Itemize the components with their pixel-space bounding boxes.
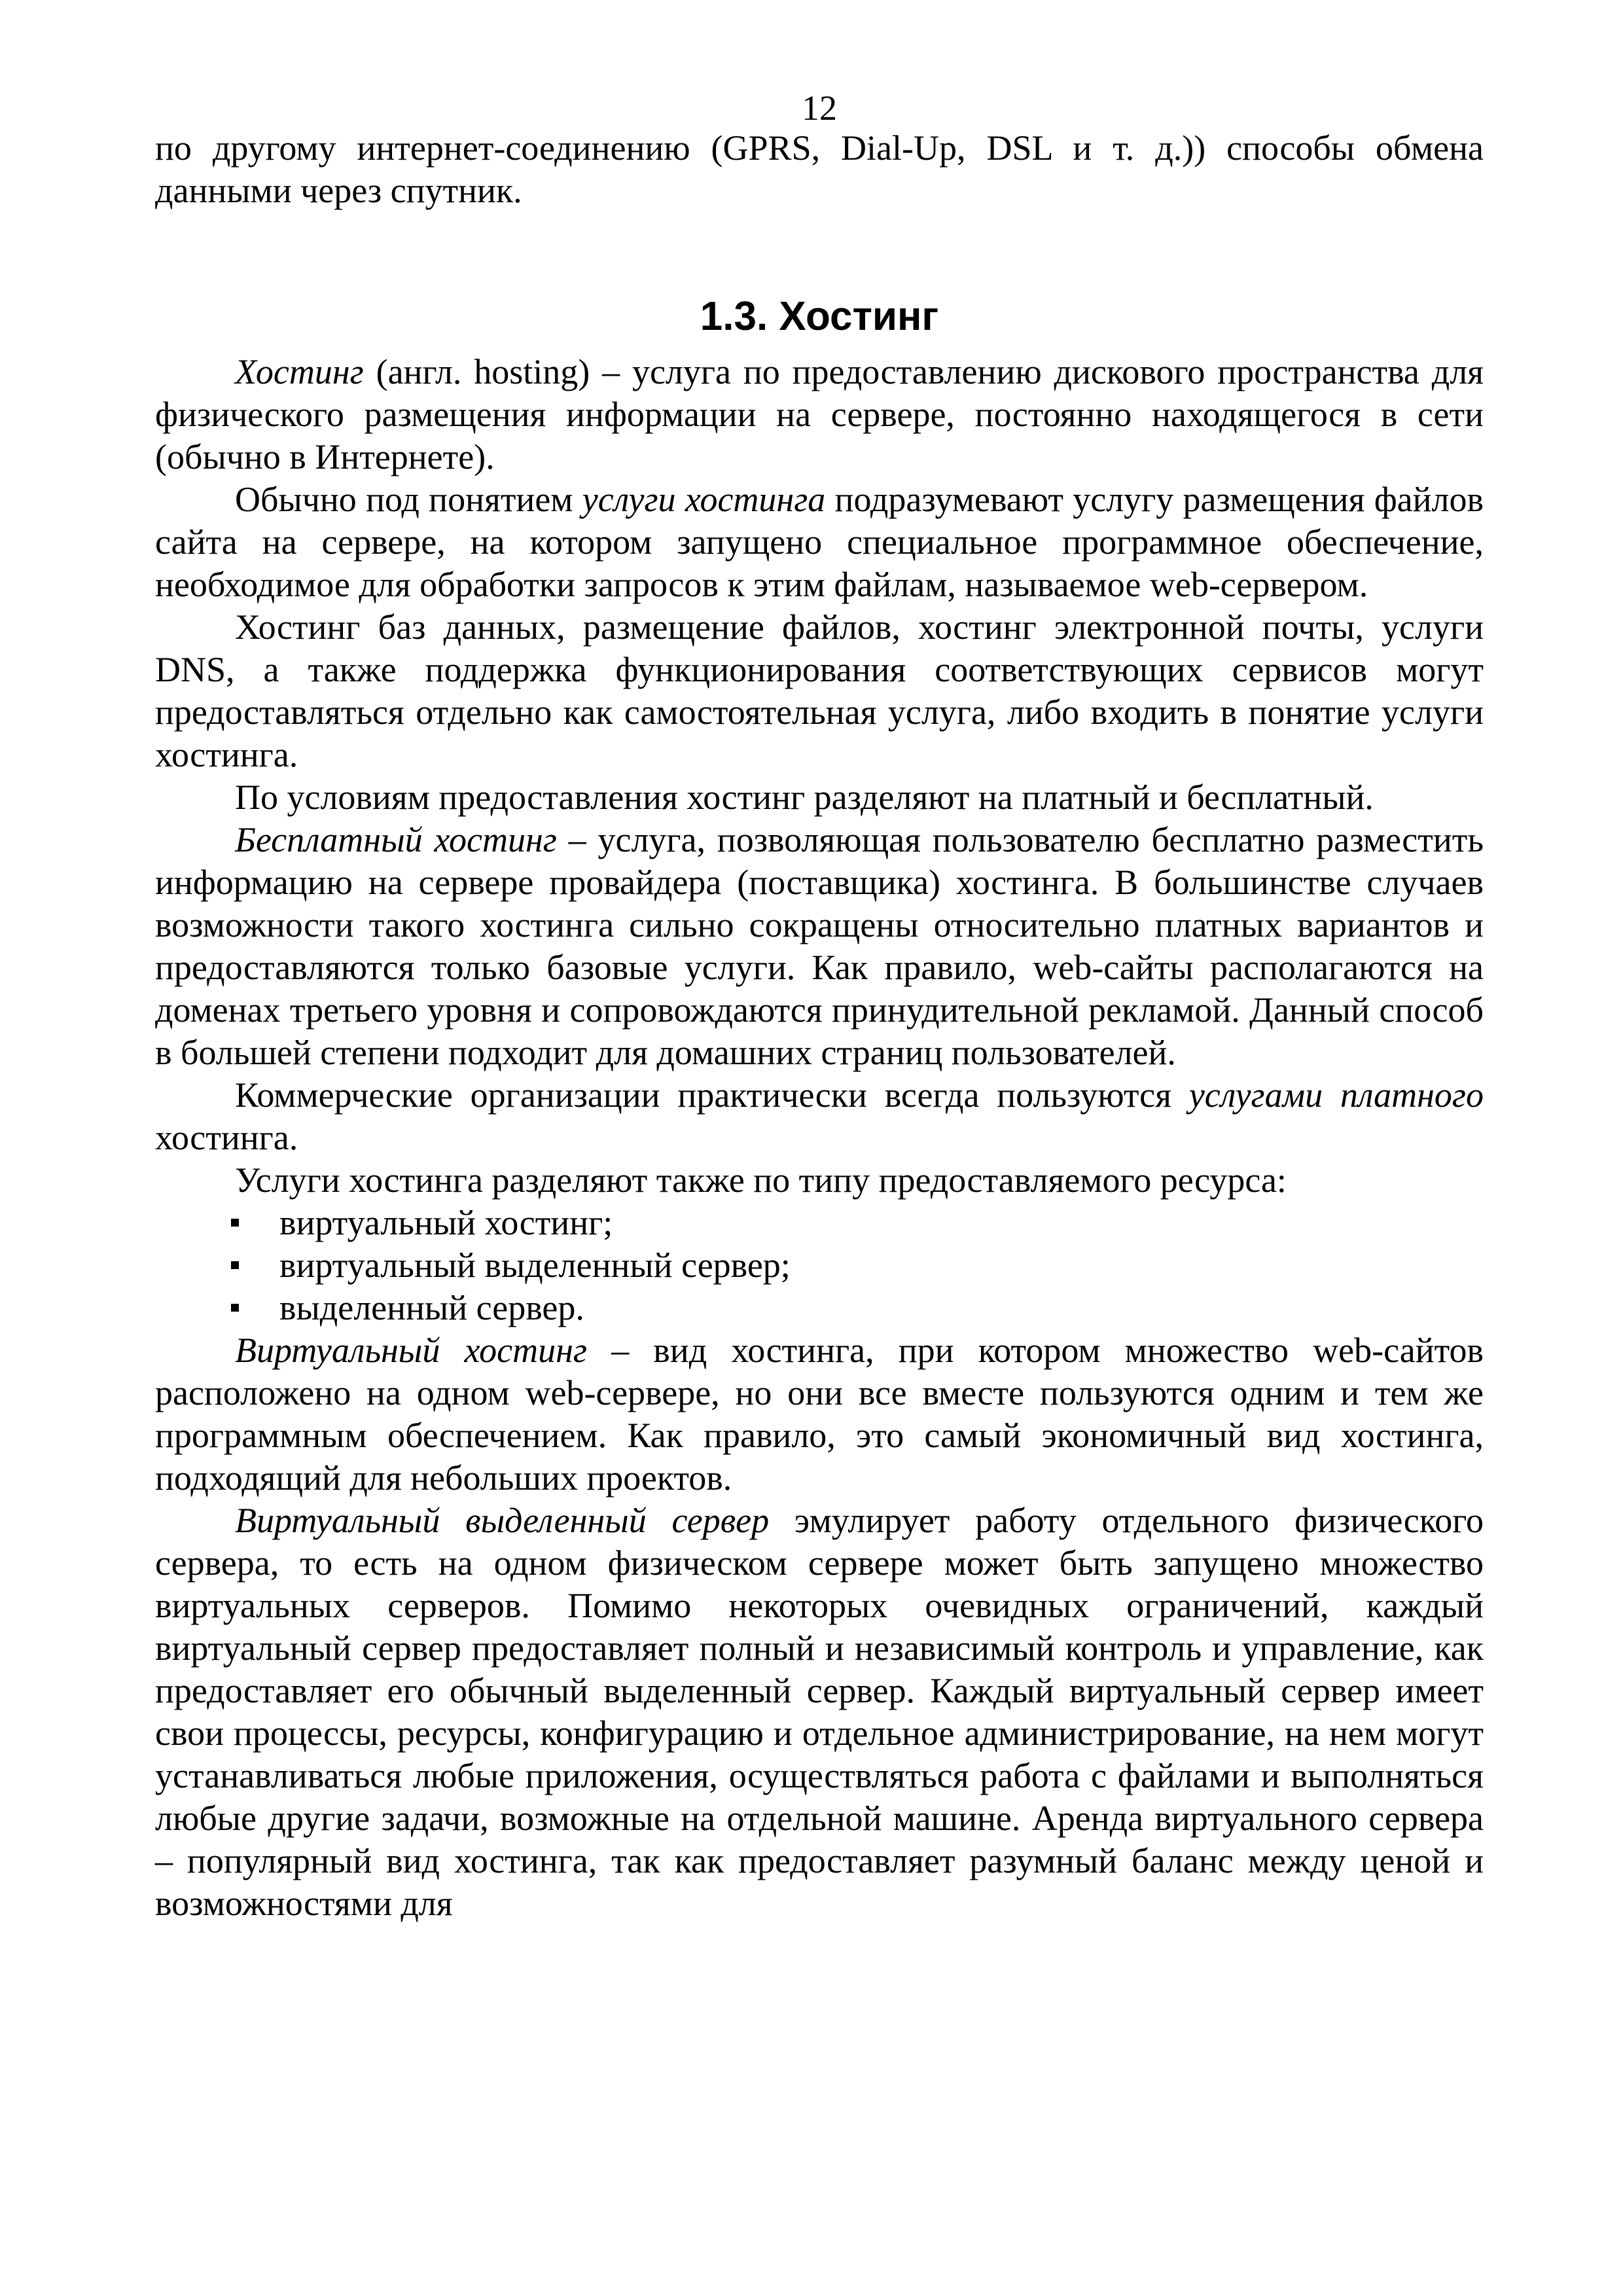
term-vps: Виртуальный выделенный сервер xyxy=(235,1501,770,1540)
paragraph-text: (англ. hosting) – услуга по предоставлению дискового пространства для физического размещения информации на сервере, постоянно находящегося в сети (обычно в Интернете). xyxy=(155,352,1484,476)
square-bullet-icon xyxy=(231,1261,239,1269)
paragraph-text: подразумевают услугу размещения файлов сайта на сервере, на котором запущено специальное программное обеспечение, необходимое для обработки запросов к этим файлам, называемое web-сервером. xyxy=(155,480,1484,604)
list-item: выделенный сервер. xyxy=(155,1287,1484,1329)
paragraph-paid-free: По условиям предоставления хостинг разделяют на платный и бесплатный. xyxy=(235,778,1374,817)
square-bullet-icon xyxy=(231,1304,239,1312)
paragraph-text: – вид хостинга, при котором множество web-сайтов расположено на одном web-сервере, но они все вместе пользуются одним и тем же программным обеспечением. Как правило, это самый экономичный вид хостинга, подходящий для небольших проектов. xyxy=(155,1331,1484,1498)
term-hosting-services: услуги хостинга xyxy=(582,480,826,519)
paragraph-virtual-hosting xyxy=(155,1329,1484,1499)
term-hosting: Хостинг xyxy=(235,352,364,391)
paragraph-db-hosting: Хостинг баз данных, размещение файлов, хостинг электронной почты, услуги DNS, а также поддержка функционирования соответствующих сервисов могут предоставляться отдельно как самостоятельная услуга, либо входить в понятие услуги хостинга. xyxy=(155,607,1484,774)
paragraph-free-hosting xyxy=(155,819,1484,1074)
paragraph-text: хостинга. xyxy=(155,1118,298,1157)
paragraph-hosting-definition xyxy=(155,351,1484,478)
paragraph-text: Обычно под понятием xyxy=(235,480,582,519)
document-page xyxy=(155,85,1484,1925)
square-bullet-icon xyxy=(231,1219,239,1227)
paragraph-resource-types: Услуги хостинга разделяют также по типу предоставляемого ресурса: xyxy=(235,1160,1287,1200)
paragraph-hosting-services xyxy=(155,478,1484,606)
section-heading: 1.3. Хостинг xyxy=(700,294,939,339)
paragraph-text: эмулирует работу отдельного физического сервера, то есть на одном физическом сервере может быть запущено множество виртуальных серверов. Помимо некоторых очевидных ограничений, каждый виртуальный сервер предоставляет полный и независимый контроль и управление, как предоставляет его обычный выделенный сервер. Каждый виртуальный сервер имеет свои процессы, ресурсы, конфигурацию и отдельное администрирование, на нем могут устанавливаться любые приложения, осуществляться работа с файлами и выполняться любые другие задачи, возможные на отдельной машине. Аренда виртуального сервера – популярный вид хостинга, так как предоставляет разумный баланс между ценой и возможностями для xyxy=(155,1501,1484,1923)
paragraph-vps xyxy=(155,1499,1484,1925)
page-number: 12 xyxy=(802,88,837,128)
list-item: виртуальный выделенный сервер; xyxy=(155,1244,1484,1287)
term-virtual-hosting: Виртуальный хостинг xyxy=(235,1331,587,1370)
intro-paragraph: по другому интернет-соединению (GPRS, Dial-Up, DSL и т. д.)) способы обмена данными через спутник. xyxy=(155,128,1484,210)
bullet-list xyxy=(155,1202,1484,1329)
paragraph-commercial xyxy=(155,1074,1484,1159)
list-item: виртуальный хостинг; xyxy=(155,1202,1484,1244)
paragraph-text: Коммерческие организации практически всегда пользуются xyxy=(235,1075,1189,1115)
term-free-hosting: Бесплатный хостинг xyxy=(235,820,557,859)
paragraph-text: – услуга, позволяющая пользователю бесплатно разместить информацию на сервере провайдера (поставщика) хостинга. В большинстве случаев возможности такого хостинга сильно сокращены относительно платных вариантов и предоставляются только базовые услуги. Как правило, web-сайты располагаются на доменах третьего уровня и сопровождаются принудительной рекламой. Данный способ в большей степени подходит для домашних страниц пользователей. xyxy=(155,820,1484,1072)
term-paid-hosting: услугами платного xyxy=(1188,1075,1484,1115)
